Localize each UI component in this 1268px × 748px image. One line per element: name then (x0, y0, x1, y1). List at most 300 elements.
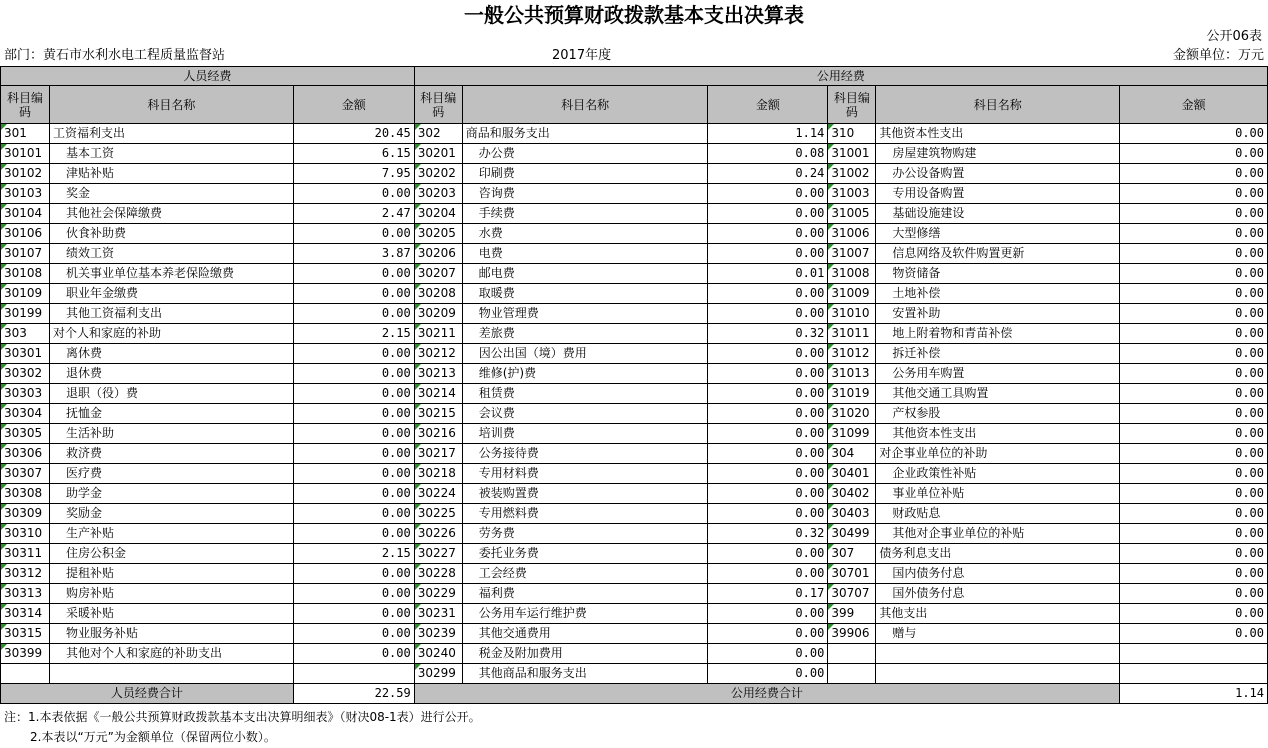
personnel-section-header: 人员经费 (1, 67, 415, 86)
subject-name-cell: 救济费 (49, 444, 293, 464)
amount-cell: 0.08 (708, 144, 828, 164)
subject-name-cell: 其他社会保障缴费 (49, 204, 293, 224)
subject-code-cell: 30402 (828, 484, 876, 504)
amount-cell: 0.00 (708, 364, 828, 384)
amount-cell: 0.00 (708, 404, 828, 424)
unit-label: 金额单位：万元 (1172, 48, 1264, 63)
subject-code-cell: 30204 (414, 204, 462, 224)
amount-cell: 0.00 (708, 384, 828, 404)
subject-code-cell: 30206 (414, 244, 462, 264)
subject-name-cell: 其他对企事业单位的补贴 (876, 524, 1120, 544)
subject-name-cell: 商品和服务支出 (462, 124, 708, 144)
amount-cell: 0.00 (708, 664, 828, 684)
subject-name-cell: 土地补偿 (876, 284, 1120, 304)
subject-code-cell: 30240 (414, 644, 462, 664)
amount-cell: 0.00 (293, 444, 414, 464)
subject-name-cell: 专用材料费 (462, 464, 708, 484)
amount-cell: 0.00 (708, 424, 828, 444)
subject-name-cell: 其他交通费用 (462, 624, 708, 644)
subject-name-cell: 手续费 (462, 204, 708, 224)
subject-code-cell: 30701 (828, 564, 876, 584)
subject-code-cell: 39906 (828, 624, 876, 644)
subject-name-cell: 公务接待费 (462, 444, 708, 464)
subject-name-cell: 伙食补助费 (49, 224, 293, 244)
table-row (1, 644, 1268, 664)
amount-cell: 0.00 (293, 564, 414, 584)
subject-code-cell: 30311 (1, 544, 50, 564)
subject-code-cell: 31010 (828, 304, 876, 324)
amount-cell: 0.00 (708, 564, 828, 584)
amount-cell: 0.00 (1120, 164, 1268, 184)
subject-code-cell: 30401 (828, 464, 876, 484)
amount-cell: 0.00 (708, 444, 828, 464)
subject-code-cell: 30211 (414, 324, 462, 344)
subject-code-cell: 31009 (828, 284, 876, 304)
subject-code-cell: 30213 (414, 364, 462, 384)
amount-cell: 20.45 (293, 124, 414, 144)
amount-cell: 0.00 (293, 484, 414, 504)
amount-cell (293, 664, 414, 684)
subject-code-cell: 30205 (414, 224, 462, 244)
amount-cell: 0.00 (293, 624, 414, 644)
amount-cell: 0.00 (1120, 424, 1268, 444)
table-row (1, 344, 1268, 364)
subject-code-cell: 30299 (414, 664, 462, 684)
subject-name-cell: 生产补贴 (49, 524, 293, 544)
amount-cell: 0.00 (1120, 584, 1268, 604)
subject-name-cell: 工资福利支出 (49, 124, 293, 144)
subject-name-cell: 退职（役）费 (49, 384, 293, 404)
subject-code-cell: 399 (828, 604, 876, 624)
subject-name-cell: 办公设备购置 (876, 164, 1120, 184)
amount-cell: 0.00 (293, 424, 414, 444)
subject-code-cell: 31012 (828, 344, 876, 364)
page-title: 一般公共预算财政拨款基本支出决算表 (464, 3, 804, 27)
table-row (1, 124, 1268, 144)
subject-code-cell: 30103 (1, 184, 50, 204)
subject-name-cell: 国内债务付息 (876, 564, 1120, 584)
subject-code-cell: 30229 (414, 584, 462, 604)
subject-code-cell: 30314 (1, 604, 50, 624)
amount-cell: 0.00 (1120, 624, 1268, 644)
amount-cell: 0.00 (708, 464, 828, 484)
subject-name-cell (876, 664, 1120, 684)
subject-name-cell: 印刷费 (462, 164, 708, 184)
subject-name-cell: 地上附着物和青苗补偿 (876, 324, 1120, 344)
subject-name-cell: 奖金 (49, 184, 293, 204)
subject-name-cell: 企业政策性补贴 (876, 464, 1120, 484)
subject-name-cell (876, 644, 1120, 664)
subject-code-cell: 30301 (1, 344, 50, 364)
amount-cell: 0.00 (708, 544, 828, 564)
amount-cell: 0.00 (708, 184, 828, 204)
table-row (1, 284, 1268, 304)
subject-code-cell: 31007 (828, 244, 876, 264)
subject-name-cell: 会议费 (462, 404, 708, 424)
table-row (1, 384, 1268, 404)
amount-cell: 0.24 (708, 164, 828, 184)
subject-code-cell: 31019 (828, 384, 876, 404)
subject-code-cell: 30216 (414, 424, 462, 444)
amount-cell: 0.00 (1120, 524, 1268, 544)
column-header-code: 科目编码 (828, 86, 876, 124)
subject-name-cell: 劳务费 (462, 524, 708, 544)
subject-name-cell: 房屋建筑物购建 (876, 144, 1120, 164)
subject-code-cell: 30201 (414, 144, 462, 164)
amount-cell: 0.00 (1120, 324, 1268, 344)
public-total-label: 公用经费合计 (414, 684, 1119, 704)
subject-name-cell: 税金及附加费用 (462, 644, 708, 664)
amount-cell: 0.00 (708, 344, 828, 364)
subject-name-cell: 租赁费 (462, 384, 708, 404)
column-header-amount: 金额 (293, 86, 414, 124)
personnel-total-value: 22.59 (293, 684, 414, 704)
subject-code-cell: 31013 (828, 364, 876, 384)
subject-name-cell: 职业年金缴费 (49, 284, 293, 304)
amount-cell: 0.00 (1120, 504, 1268, 524)
table-row (1, 204, 1268, 224)
subject-name-cell: 赠与 (876, 624, 1120, 644)
note-2: 2.本表以“万元”为金额单位（保留两位小数）。 (30, 730, 276, 744)
amount-cell: 0.00 (1120, 184, 1268, 204)
subject-name-cell: 离休费 (49, 344, 293, 364)
amount-cell: 0.00 (1120, 544, 1268, 564)
subject-code-cell: 31005 (828, 204, 876, 224)
subject-code-cell: 31006 (828, 224, 876, 244)
subject-code-cell: 30315 (1, 624, 50, 644)
subject-name-cell: 津贴补贴 (49, 164, 293, 184)
subject-name-cell: 机关事业单位基本养老保险缴费 (49, 264, 293, 284)
subject-name-cell: 公务用车购置 (876, 364, 1120, 384)
subject-name-cell: 其他资本性支出 (876, 424, 1120, 444)
subject-code-cell: 302 (414, 124, 462, 144)
subject-name-cell: 公务用车运行维护费 (462, 604, 708, 624)
table-row (1, 304, 1268, 324)
table-row (1, 444, 1268, 464)
amount-cell: 0.00 (293, 184, 414, 204)
subject-code-cell: 30304 (1, 404, 50, 424)
subject-name-cell: 医疗费 (49, 464, 293, 484)
amount-cell: 0.00 (708, 644, 828, 664)
subject-name-cell: 物业服务补贴 (49, 624, 293, 644)
amount-cell: 0.17 (708, 584, 828, 604)
subject-code-cell: 30106 (1, 224, 50, 244)
subject-name-cell: 财政贴息 (876, 504, 1120, 524)
subject-code-cell: 30109 (1, 284, 50, 304)
amount-cell: 0.00 (293, 284, 414, 304)
subject-name-cell: 差旅费 (462, 324, 708, 344)
table-row (1, 564, 1268, 584)
table-row (1, 184, 1268, 204)
subject-code-cell: 307 (828, 544, 876, 564)
subject-name-cell: 奖励金 (49, 504, 293, 524)
table-row (1, 544, 1268, 564)
subject-name-cell: 对企事业单位的补助 (876, 444, 1120, 464)
table-row (1, 324, 1268, 344)
subject-code-cell: 30207 (414, 264, 462, 284)
subject-name-cell: 大型修缮 (876, 224, 1120, 244)
amount-cell: 0.32 (708, 524, 828, 544)
subject-name-cell: 提租补贴 (49, 564, 293, 584)
personnel-total-label: 人员经费合计 (1, 684, 294, 704)
public-total-value: 1.14 (1120, 684, 1268, 704)
subject-code-cell: 30102 (1, 164, 50, 184)
subject-name-cell: 因公出国（境）费用 (462, 344, 708, 364)
table-row (1, 144, 1268, 164)
amount-cell: 0.00 (293, 524, 414, 544)
subject-name-cell: 咨询费 (462, 184, 708, 204)
table-row (1, 424, 1268, 444)
subject-code-cell: 30208 (414, 284, 462, 304)
amount-cell: 0.00 (293, 364, 414, 384)
subject-name-cell: 物业管理费 (462, 304, 708, 324)
subject-code-cell: 30214 (414, 384, 462, 404)
subject-code-cell: 30239 (414, 624, 462, 644)
subject-code-cell: 30399 (1, 644, 50, 664)
subject-code-cell: 30226 (414, 524, 462, 544)
subject-name-cell: 对个人和家庭的补助 (49, 324, 293, 344)
subject-name-cell: 生活补助 (49, 424, 293, 444)
subject-name-cell: 被装购置费 (462, 484, 708, 504)
column-header-code: 科目编码 (1, 86, 50, 124)
subject-name-cell: 债务利息支出 (876, 544, 1120, 564)
form-number: 公开06表 (1206, 29, 1262, 44)
amount-cell: 0.00 (708, 284, 828, 304)
amount-cell: 2.47 (293, 204, 414, 224)
amount-cell: 7.95 (293, 164, 414, 184)
subject-code-cell: 30227 (414, 544, 462, 564)
amount-cell: 0.00 (1120, 404, 1268, 424)
subject-name-cell: 采暖补贴 (49, 604, 293, 624)
amount-cell: 0.00 (708, 244, 828, 264)
table-row (1, 584, 1268, 604)
amount-cell: 0.00 (293, 404, 414, 424)
amount-cell: 0.00 (708, 204, 828, 224)
amount-cell: 0.00 (293, 344, 414, 364)
subject-code-cell: 30203 (414, 184, 462, 204)
amount-cell: 0.00 (708, 624, 828, 644)
subject-name-cell: 物资储备 (876, 264, 1120, 284)
column-header-name: 科目名称 (49, 86, 293, 124)
amount-cell: 2.15 (293, 544, 414, 564)
amount-cell: 0.00 (708, 504, 828, 524)
column-header-name: 科目名称 (462, 86, 708, 124)
subject-name-cell: 住房公积金 (49, 544, 293, 564)
amount-cell: 0.32 (708, 324, 828, 344)
amount-cell: 0.00 (293, 304, 414, 324)
amount-cell: 0.00 (1120, 464, 1268, 484)
subject-name-cell: 其他商品和服务支出 (462, 664, 708, 684)
amount-cell: 0.00 (708, 484, 828, 504)
subject-name-cell: 信息网络及软件购置更新 (876, 244, 1120, 264)
subject-code-cell: 30707 (828, 584, 876, 604)
subject-code-cell: 30218 (414, 464, 462, 484)
amount-cell: 0.00 (1120, 304, 1268, 324)
subject-code-cell: 30202 (414, 164, 462, 184)
amount-cell: 0.00 (1120, 124, 1268, 144)
subject-name-cell: 其他工资福利支出 (49, 304, 293, 324)
subject-name-cell: 其他对个人和家庭的补助支出 (49, 644, 293, 664)
subject-code-cell: 30312 (1, 564, 50, 584)
amount-cell: 0.00 (708, 304, 828, 324)
subject-name-cell: 基本工资 (49, 144, 293, 164)
amount-cell: 2.15 (293, 324, 414, 344)
amount-cell: 3.87 (293, 244, 414, 264)
amount-cell: 0.00 (1120, 284, 1268, 304)
table-row (1, 244, 1268, 264)
subject-name-cell: 取暖费 (462, 284, 708, 304)
subject-name-cell: 水费 (462, 224, 708, 244)
subject-name-cell: 拆迁补偿 (876, 344, 1120, 364)
subject-name-cell: 助学金 (49, 484, 293, 504)
amount-cell: 0.00 (293, 264, 414, 284)
column-header-amount: 金额 (1120, 86, 1268, 124)
table-row (1, 664, 1268, 684)
amount-cell: 0.00 (293, 584, 414, 604)
department-label: 部门：黄石市水利水电工程质量监督站 (4, 48, 226, 63)
subject-code-cell: 31002 (828, 164, 876, 184)
subject-code-cell: 30306 (1, 444, 50, 464)
subject-code-cell (1, 664, 50, 684)
year-label: 2017年度 (552, 48, 612, 63)
subject-code-cell: 31011 (828, 324, 876, 344)
amount-cell: 0.00 (293, 224, 414, 244)
amount-cell: 0.00 (708, 224, 828, 244)
table-row (1, 604, 1268, 624)
subject-code-cell: 30313 (1, 584, 50, 604)
table-row (1, 524, 1268, 544)
subject-name-cell: 维修(护)费 (462, 364, 708, 384)
expenditure-table (0, 66, 1268, 704)
subject-code-cell: 30108 (1, 264, 50, 284)
subject-name-cell: 退休费 (49, 364, 293, 384)
subject-code-cell: 304 (828, 444, 876, 464)
subject-code-cell: 30310 (1, 524, 50, 544)
subject-name-cell: 其他支出 (876, 604, 1120, 624)
subject-name-cell: 福利费 (462, 584, 708, 604)
subject-code-cell: 30107 (1, 244, 50, 264)
subject-name-cell: 培训费 (462, 424, 708, 444)
amount-cell: 0.00 (1120, 224, 1268, 244)
subject-name-cell: 产权参股 (876, 404, 1120, 424)
amount-cell (1120, 644, 1268, 664)
table-row (1, 364, 1268, 384)
subject-code-cell: 30224 (414, 484, 462, 504)
subject-code-cell: 30101 (1, 144, 50, 164)
amount-cell: 0.00 (1120, 564, 1268, 584)
subject-code-cell: 30499 (828, 524, 876, 544)
subject-name-cell: 电费 (462, 244, 708, 264)
subject-code-cell: 303 (1, 324, 50, 344)
subject-name-cell: 国外债务付息 (876, 584, 1120, 604)
subject-code-cell: 30217 (414, 444, 462, 464)
subject-code-cell: 30104 (1, 204, 50, 224)
amount-cell: 0.00 (1120, 264, 1268, 284)
amount-cell: 1.14 (708, 124, 828, 144)
amount-cell (1120, 664, 1268, 684)
public-section-header: 公用经费 (414, 67, 1267, 86)
amount-cell: 0.00 (1120, 204, 1268, 224)
subject-code-cell: 310 (828, 124, 876, 144)
table-row (1, 164, 1268, 184)
subject-name-cell: 事业单位补贴 (876, 484, 1120, 504)
amount-cell: 0.00 (293, 504, 414, 524)
amount-cell: 0.00 (1120, 384, 1268, 404)
subject-code-cell: 31001 (828, 144, 876, 164)
subject-code-cell: 30305 (1, 424, 50, 444)
subject-code-cell: 30212 (414, 344, 462, 364)
table-row (1, 504, 1268, 524)
amount-cell: 0.00 (293, 464, 414, 484)
subject-name-cell: 办公费 (462, 144, 708, 164)
subject-code-cell: 30302 (1, 364, 50, 384)
subject-name-cell: 其他资本性支出 (876, 124, 1120, 144)
subject-code-cell (828, 664, 876, 684)
subject-code-cell: 31099 (828, 424, 876, 444)
amount-cell: 0.00 (1120, 444, 1268, 464)
subject-name-cell: 安置补助 (876, 304, 1120, 324)
subject-code-cell: 30308 (1, 484, 50, 504)
subject-name-cell: 专用设备购置 (876, 184, 1120, 204)
amount-cell: 6.15 (293, 144, 414, 164)
subject-code-cell: 30215 (414, 404, 462, 424)
table-row (1, 264, 1268, 284)
amount-cell: 0.00 (1120, 244, 1268, 264)
subject-code-cell: 30231 (414, 604, 462, 624)
column-header-name: 科目名称 (876, 86, 1120, 124)
note-1: 注：1.本表依据《一般公共预算财政拨款基本支出决算明细表》（财决08-1表）进行公开。 (4, 710, 481, 724)
amount-cell: 0.00 (293, 604, 414, 624)
subject-name-cell: 购房补贴 (49, 584, 293, 604)
column-header-amount: 金额 (708, 86, 828, 124)
subject-code-cell: 30228 (414, 564, 462, 584)
subject-code-cell: 31003 (828, 184, 876, 204)
subject-code-cell: 30225 (414, 504, 462, 524)
subject-name-cell (49, 664, 293, 684)
subject-code-cell: 30307 (1, 464, 50, 484)
subject-code-cell: 30303 (1, 384, 50, 404)
amount-cell: 0.00 (708, 604, 828, 624)
table-row (1, 224, 1268, 244)
subject-code-cell: 31020 (828, 404, 876, 424)
amount-cell: 0.00 (1120, 604, 1268, 624)
amount-cell: 0.00 (1120, 364, 1268, 384)
subject-code-cell: 30209 (414, 304, 462, 324)
subject-name-cell: 基础设施建设 (876, 204, 1120, 224)
subject-code-cell: 31008 (828, 264, 876, 284)
subject-name-cell: 委托业务费 (462, 544, 708, 564)
subject-name-cell: 抚恤金 (49, 404, 293, 424)
amount-cell: 0.00 (1120, 144, 1268, 164)
amount-cell: 0.00 (1120, 484, 1268, 504)
table-row (1, 464, 1268, 484)
subject-name-cell: 绩效工资 (49, 244, 293, 264)
subject-name-cell: 专用燃料费 (462, 504, 708, 524)
subject-name-cell: 邮电费 (462, 264, 708, 284)
subject-code-cell: 301 (1, 124, 50, 144)
subject-code-cell: 30199 (1, 304, 50, 324)
table-row (1, 484, 1268, 504)
subject-name-cell: 工会经费 (462, 564, 708, 584)
amount-cell: 0.00 (1120, 344, 1268, 364)
subject-code-cell: 30309 (1, 504, 50, 524)
amount-cell: 0.01 (708, 264, 828, 284)
table-row (1, 404, 1268, 424)
subject-code-cell: 30403 (828, 504, 876, 524)
subject-name-cell: 其他交通工具购置 (876, 384, 1120, 404)
table-row (1, 624, 1268, 644)
column-header-code: 科目编码 (414, 86, 462, 124)
